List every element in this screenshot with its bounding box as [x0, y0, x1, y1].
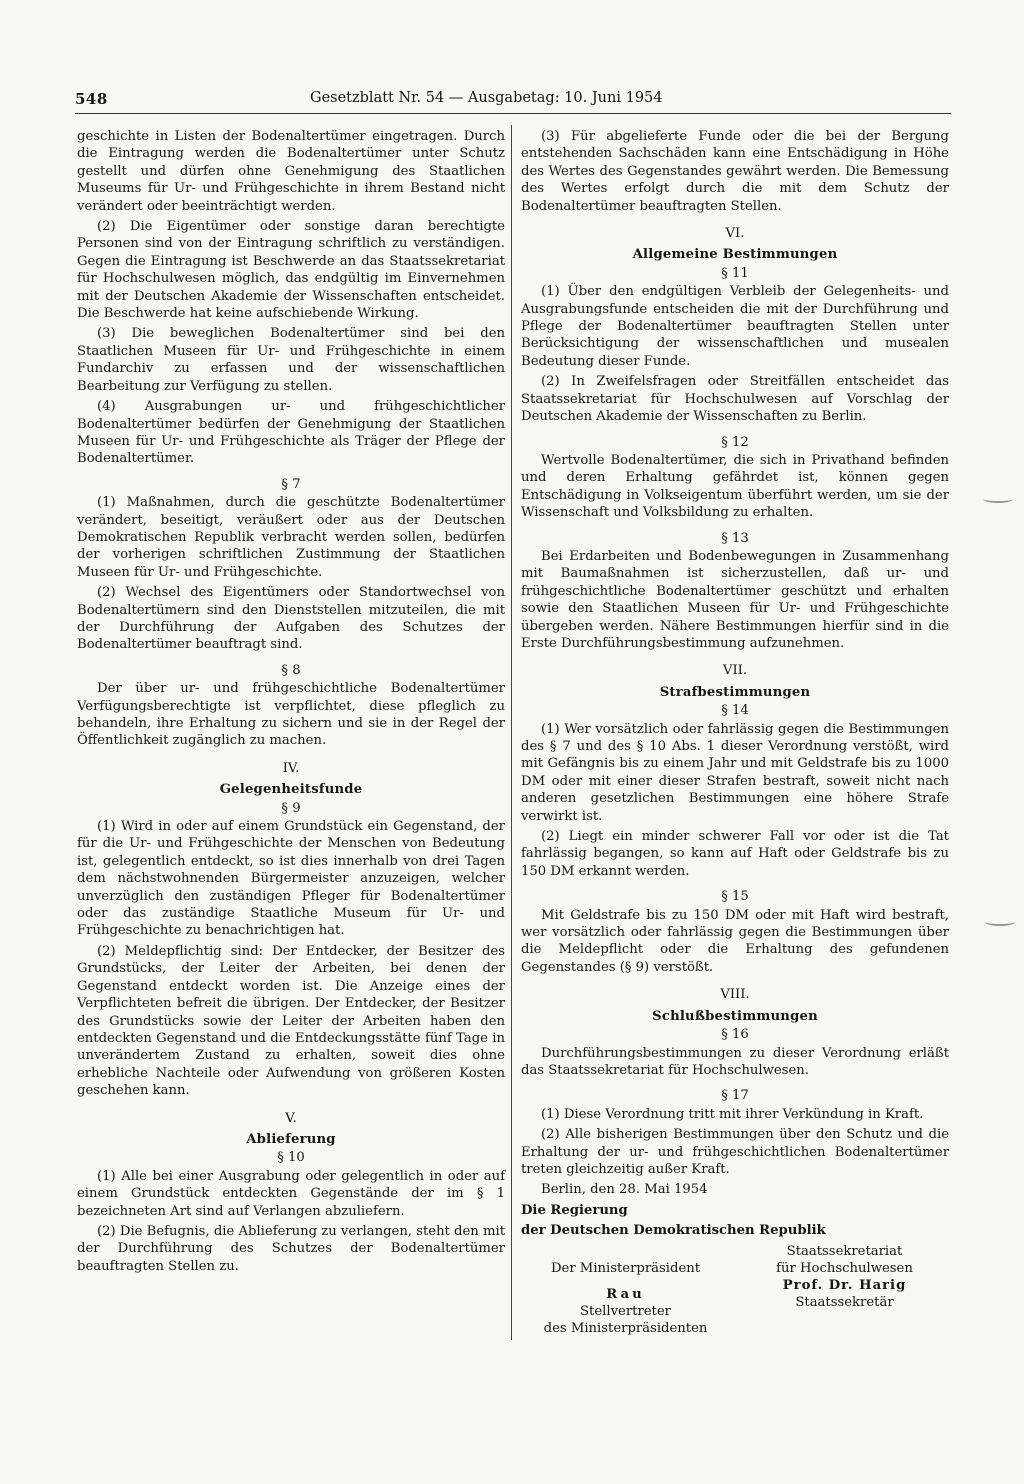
- chapter-number: VIII.: [720, 987, 750, 1003]
- paragraph: (3) Für abgelieferte Funde oder die bei der Bergung entstehenden Sachschäden kann eine Entschädigung in Höhe des Wertes des Gegenstandes gewährt werden. Die Bemessung des Wertes erfolgt durch die mit dem Schutz der Bodenaltertümer beauftragten Stellen.: [521, 129, 949, 214]
- margin-mark: [985, 918, 1015, 926]
- paragraph: (2) Liegt ein minder schwerer Fall vor oder ist die Tat fahrlässig begangen, so kann auf Haft oder Geldstrafe bis zu 150 DM erkannt werden.: [521, 829, 949, 879]
- section-mark: § 12: [721, 434, 749, 450]
- running-header: Gesetzblatt Nr. 54 — Ausgabetag: 10. Juni 1954: [310, 90, 663, 106]
- paragraph: Bei Erdarbeiten und Bodenbewegungen in Zusammenhang mit Baumaßnahmen ist sicherzustellen, daß ur- und frühgeschichtliche Bodenaltertümer geschützt und erhalten sowie den Staatlichen Museen für Ur- und Frühgeschichte übergeben werden. Nähere Bestimmungen hierfür sind in die Erste Durchführungsbestimmung aufzunehmen.: [521, 548, 949, 651]
- chapter-number: VII.: [722, 663, 748, 679]
- section-mark: § 11: [721, 265, 749, 281]
- signatory-right-name: Prof. Dr. Harig: [782, 1277, 907, 1293]
- paragraph: Der über ur- und frühgeschichtliche Bodenaltertümer Verfügungsberechtigte ist verpflichtet, diese pfleglich zu behandeln, ihre Erhaltung zu sichern und sie in der Regel der Öffentlichkeit zugänglich zu machen.: [77, 681, 505, 749]
- paragraph: (1) Über den endgültigen Verbleib der Gelegenheits- und Ausgrabungsfunde entscheiden die mit der Durchführung und Pflege der Bodenaltertümer beauftragten Stellen unter Berücksichtigung der wissenschaftlichen und musealen Bedeutung dieser Funde.: [521, 284, 949, 369]
- chapter-title: Schlußbestimmungen: [652, 1008, 818, 1024]
- government-title: Die Regierung: [521, 1202, 628, 1218]
- paragraph: geschichte in Listen der Bodenaltertümer eingetragen. Durch die Eintragung werden die Bodenaltertümer unter Schutz gestellt und dürfen ohne Genehmigung des Staatlichen Museums für Ur- und Frühgeschichte in ihrem Bestand nicht verändert oder beeinträchtigt werden.: [77, 129, 505, 214]
- left-column: [77, 128, 505, 1278]
- signature-block: [521, 1181, 949, 1336]
- paragraph: Wertvolle Bodenaltertümer, die sich in Privathand befinden und deren Erhaltung gefährdet ist, können gegen Entschädigung in Volkseigentum überführt werden, um sie der Wissenschaft und Volksbildung zu erhalten.: [521, 452, 949, 521]
- signatory-right-title: Staatssekretariat: [786, 1243, 903, 1259]
- section-mark: § 10: [277, 1150, 305, 1166]
- chapter-number: IV.: [282, 760, 300, 776]
- chapter-number: V.: [285, 1110, 297, 1126]
- margin-mark: [983, 495, 1013, 503]
- chapter-title: Ablieferung: [246, 1131, 336, 1147]
- column-divider: [511, 125, 512, 1340]
- signatory-left: [521, 1243, 730, 1337]
- signatory-left-role-2: des Ministerpräsidenten: [543, 1320, 708, 1336]
- paragraph: (2) Alle bisherigen Bestimmungen über den Schutz und die Erhaltung der ur- und frühgeschichtlichen Bodenaltertümer treten gleichzeitig außer Kraft.: [521, 1127, 949, 1177]
- paragraph: Durchführungsbestimmungen zu dieser Verordnung erläßt das Staatssekretariat für Hochschulwesen.: [521, 1045, 949, 1078]
- paragraph: (4) Ausgrabungen ur- und frühgeschichtlicher Bodenaltertümer bedürfen der Genehmigung der Staatlichen Museen für Ur- und Frühgeschichte als Träger der Pflege der Bodenaltertümer.: [77, 399, 505, 467]
- chapter-title: Allgemeine Bestimmungen: [632, 247, 838, 263]
- section-mark: § 9: [281, 800, 301, 816]
- signatory-right-title-2: für Hochschulwesen: [776, 1260, 913, 1276]
- chapter-title: Gelegenheitsfunde: [219, 782, 363, 798]
- paragraph: (2) Wechsel des Eigentümers oder Standortwechsel von Bodenaltertümern sind den Dienststellen mitzuteilen, die mit der Durchführung der Aufgaben des Schutzes der Bodenaltertümer beauftragt sind.: [77, 585, 505, 653]
- section-mark: § 14: [721, 703, 749, 719]
- paragraph: Mit Geldstrafe bis zu 150 DM oder mit Haft wird bestraft, wer vorsätzlich oder fahrlässig gegen die Bestimmungen über die Meldepflicht oder die Erhaltung des gefundenen Gegenstandes (§ 9) verstößt.: [521, 907, 949, 975]
- right-column: [521, 128, 949, 1337]
- section-mark: § 15: [721, 889, 749, 905]
- section-mark: § 7: [281, 476, 301, 492]
- signatory-left-role: Stellvertreter: [580, 1303, 671, 1319]
- paragraph: (1) Alle bei einer Ausgrabung oder gelegentlich in oder auf einem Grundstück entdeckten Gegenstände der im § 1 bezeichneten Art sind auf Verlangen abzuliefern.: [77, 1168, 505, 1219]
- paragraph: (1) Maßnahmen, durch die geschützte Bodenaltertümer verändert, beseitigt, veräußert oder aus der Deutschen Demokratischen Republik verbracht werden sollen, bedürfen der vorherigen schriftlichen Zustimmung der Staatlichen Museen für Ur- und Frühgeschichte.: [77, 495, 505, 580]
- paragraph: (1) Diese Verordnung tritt mit ihrer Verkündung in Kraft.: [541, 1106, 924, 1122]
- paragraph: (1) Wer vorsätzlich oder fahrlässig gegen die Bestimmungen des § 7 und des § 10 Abs. 1 dieser Verordnung verstößt, wird mit Gefängnis bis zu einem Jahr und mit Geldstrafe bis zu 1000 DM oder mit einer dieser Strafen bestraft, soweit nicht nach anderen gesetzlichen Bestimmungen eine höhere Strafe verwirkt ist.: [521, 721, 949, 824]
- paragraph: (2) In Zweifelsfragen oder Streitfällen entscheidet das Staatssekretariat für Hochschulwesen auf Vorschlag der Deutschen Akademie der Wissenschaften zu Berlin.: [521, 374, 949, 425]
- page-number: 548: [75, 90, 108, 108]
- paragraph: (3) Die beweglichen Bodenaltertümer sind bei den Staatlichen Museen für Ur- und Frühgeschichte in einem Fundarchiv zu erfassen und der wissenschaftlichen Bearbeitung zur Verfügung zu stellen.: [77, 326, 505, 394]
- signatory-right: [740, 1243, 949, 1337]
- signatory-right-role: Staatssekretär: [795, 1294, 894, 1310]
- paragraph: (1) Wird in oder auf einem Grundstück ein Gegenstand, der für die Ur- und Frühgeschichte der Menschen von Bedeutung ist, gelegentlich entdeckt, so ist dies innerhalb von drei Tagen dem nächstwohnenden Bürgermeister anzuzeigen, welcher unverzüglich den zuständigen Pfleger für Bodenaltertümer oder das zuständige Staatliche Museum für Ur- und Frühgeschichte zu benachrichtigen hat.: [77, 819, 505, 939]
- chapter-number: VI.: [725, 226, 745, 242]
- header-rule: [75, 113, 951, 114]
- section-mark: § 16: [721, 1027, 749, 1043]
- section-mark: § 17: [721, 1088, 749, 1104]
- place-date: Berlin, den 28. Mai 1954: [541, 1182, 708, 1198]
- paragraph: (2) Die Befugnis, die Ablieferung zu verlangen, steht den mit der Durchführung des Schutzes der Bodenaltertümer beauftragten Stellen zu.: [77, 1223, 506, 1274]
- signatory-left-name: Rau: [606, 1286, 645, 1302]
- government-subtitle: der Deutschen Demokratischen Republik: [521, 1223, 826, 1239]
- section-mark: § 8: [281, 662, 301, 678]
- chapter-title: Strafbestimmungen: [659, 684, 811, 700]
- section-mark: § 13: [721, 530, 749, 546]
- paragraph: (2) Die Eigentümer oder sonstige daran berechtigte Personen sind von der Eintragung schriftlich zu verständigen. Gegen die Eintragung ist Beschwerde an das Staatssekretariat für Hochschulwesen möglich, das endgültig im Einvernehmen mit der Deutschen Akademie der Wissenschaften entscheidet. Die Beschwerde hat keine aufschiebende Wirkung.: [77, 219, 505, 322]
- signatory-left-title: Der Ministerpräsident: [550, 1260, 701, 1276]
- paragraph: (2) Meldepflichtig sind: Der Entdecker, der Besitzer des Grundstücks, der Leiter der Arbeiten, bei denen der Gegenstand entdeckt worden ist. Die Anzeige eines der Verpflichteten befreit die übrigen. Der Entdecker, der Besitzer des Grundstücks sowie der Leiter der Arbeiten haben den entdeckten Gegenstand und die Entdeckungsstätte fünf Tage in unverändertem Zustand zu erhalten, soweit dies ohne erhebliche Nachteile oder Aufwendung von größeren Kosten geschehen kann.: [77, 943, 505, 1099]
